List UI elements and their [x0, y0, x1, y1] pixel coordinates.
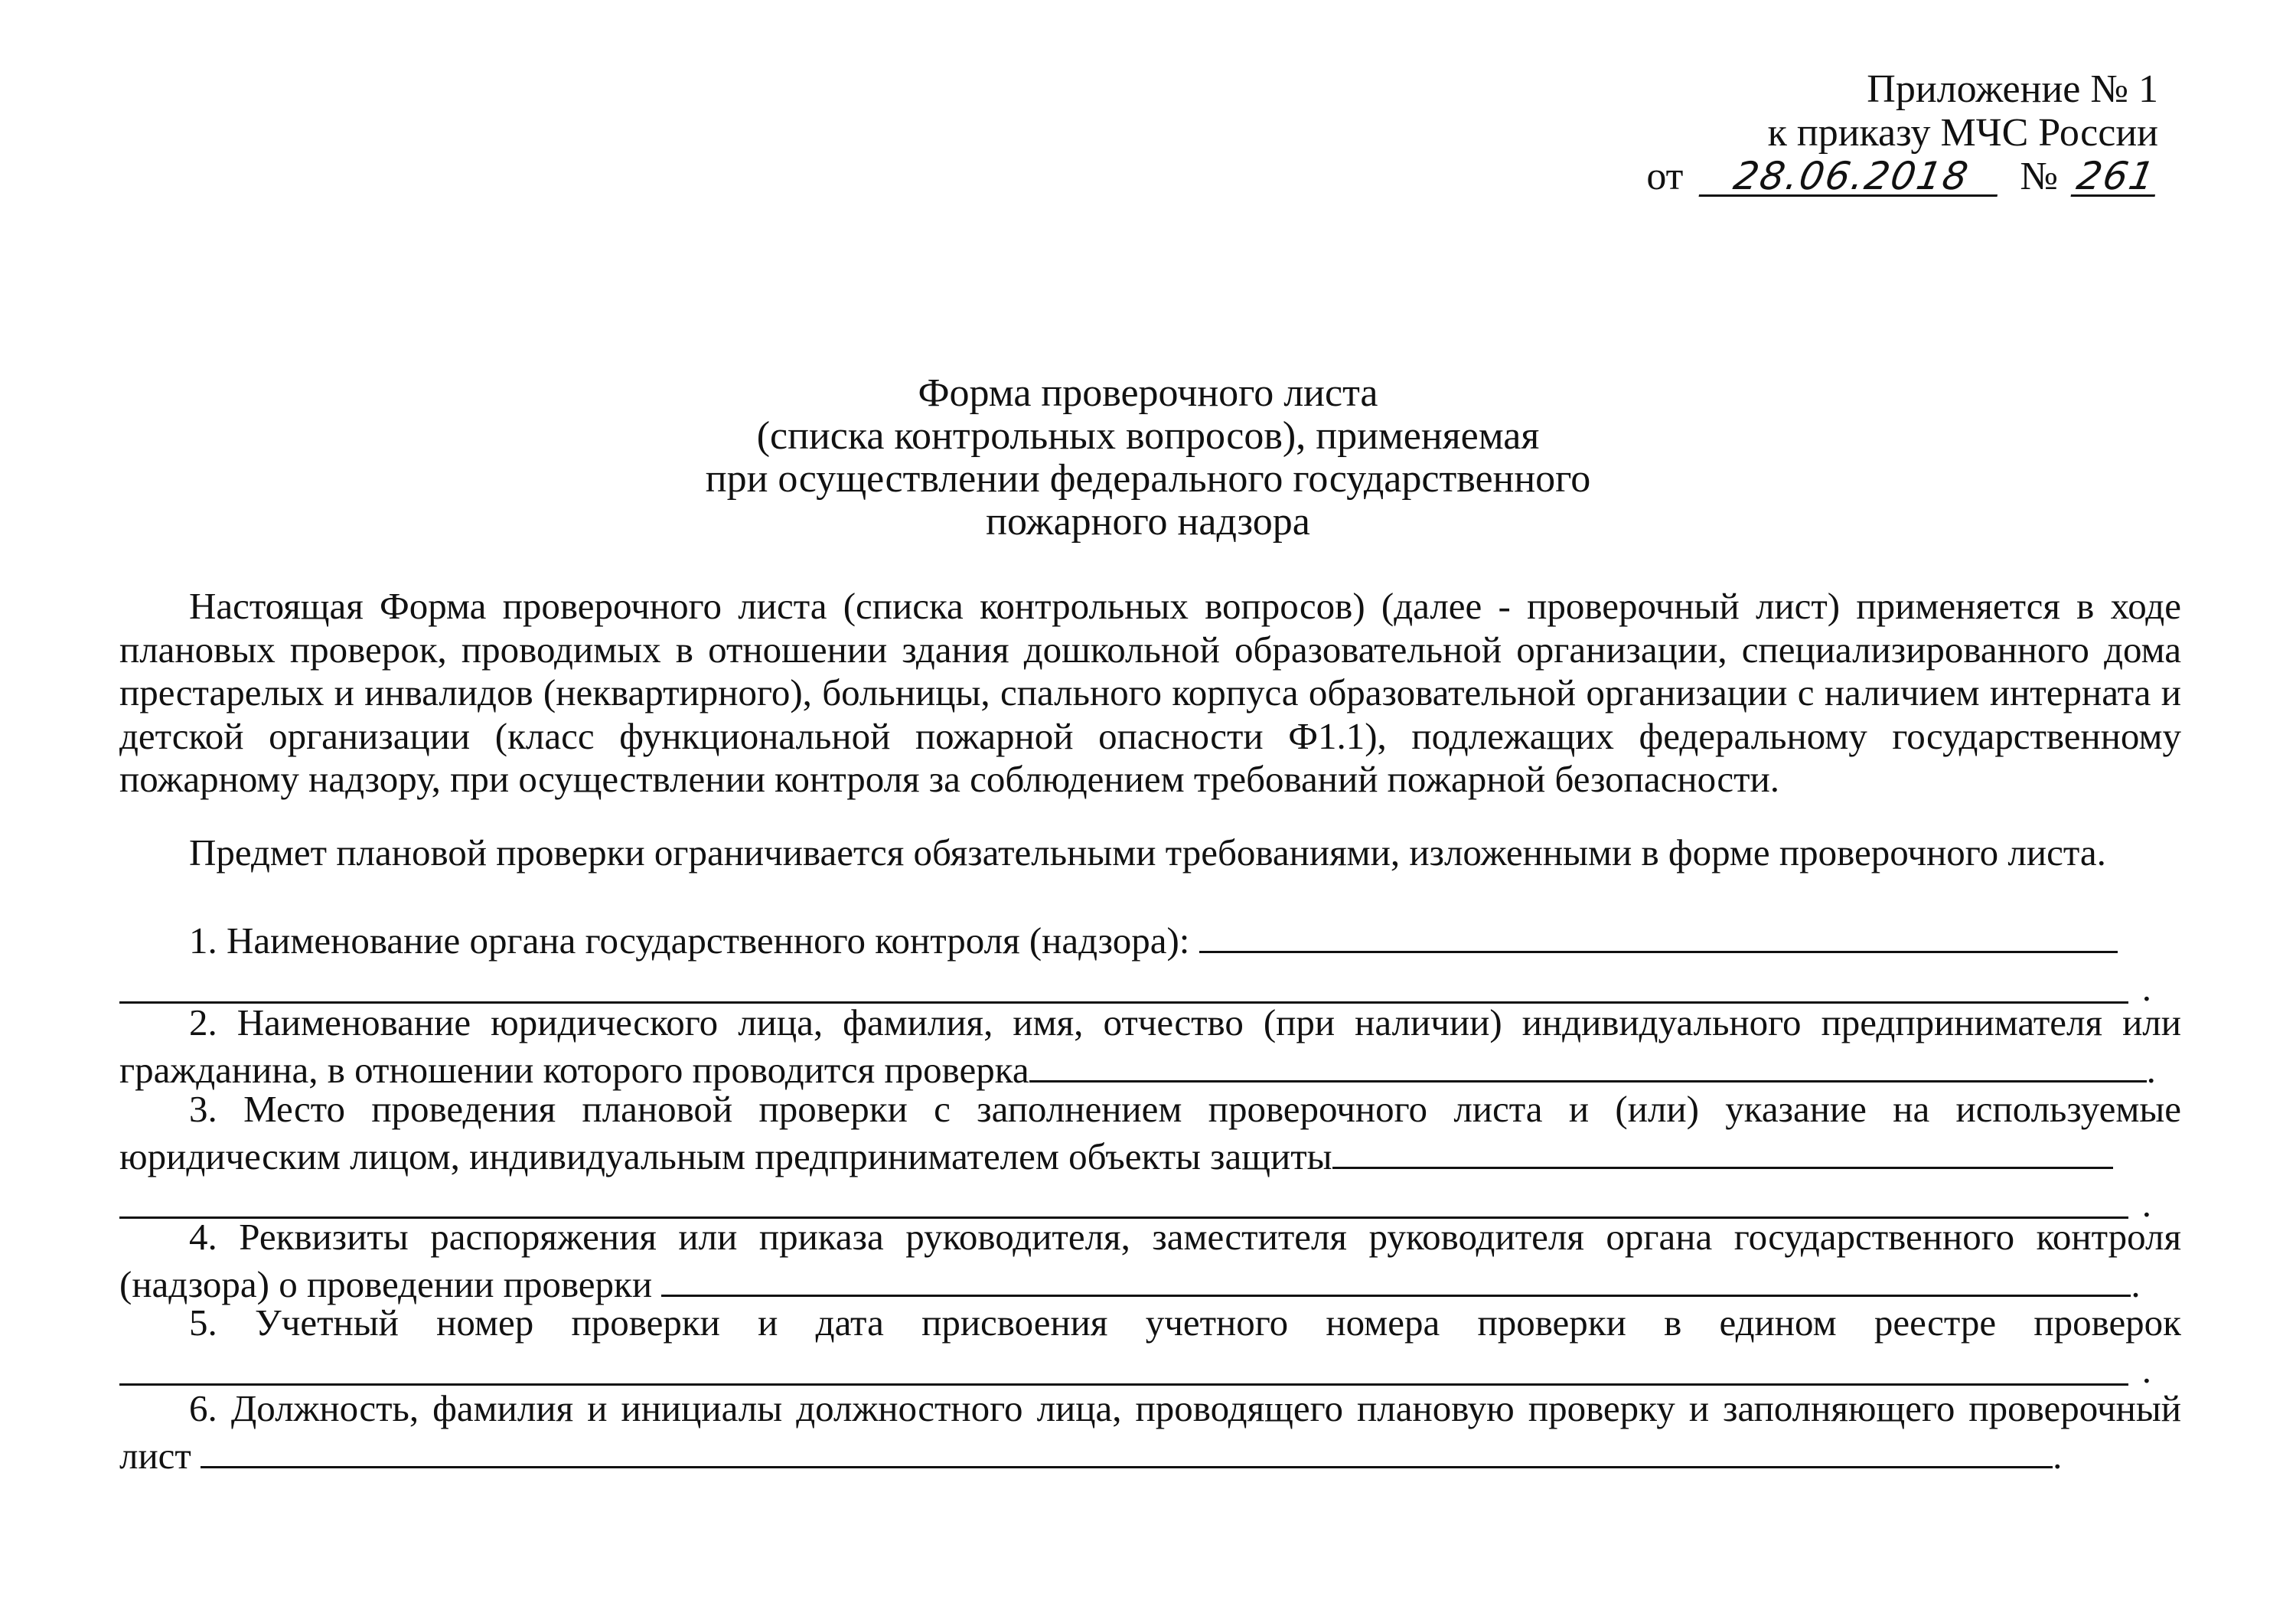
form-item-2	[119, 1001, 2181, 1092]
appendix-number: Приложение № 1	[1867, 67, 2158, 111]
from-label: от	[1646, 155, 1684, 198]
form-item-3	[119, 1088, 2181, 1219]
fill-line[interactable]	[119, 1345, 2128, 1386]
handwritten-number: 261	[2071, 158, 2162, 197]
form-item-5	[119, 1301, 2181, 1386]
intro-section	[119, 585, 2181, 802]
form-item-4	[119, 1216, 2181, 1306]
fill-line[interactable]	[119, 963, 2128, 1004]
fill-line[interactable]	[1332, 1132, 2113, 1169]
title-line: Форма проверочного листа	[918, 371, 1378, 415]
form-item-1	[119, 916, 2181, 1004]
title-line: пожарного надзора	[986, 500, 1310, 544]
document-title	[0, 372, 2296, 544]
period: .	[2146, 1048, 2156, 1091]
fill-line[interactable]	[1199, 916, 2118, 953]
fill-line[interactable]	[201, 1431, 2053, 1468]
subject-paragraph: Предмет плановой проверки ограничивается обязательными требованиями, изложенными в форме проверочного листа.	[189, 831, 2106, 874]
form-item-6	[119, 1387, 2181, 1478]
subject-section	[119, 831, 2181, 875]
fill-line[interactable]	[119, 1178, 2128, 1219]
period: .	[2131, 1262, 2141, 1305]
period: .	[2053, 1434, 2063, 1477]
number-label: №	[2020, 155, 2058, 198]
handwritten-date: 28.06.2018	[1699, 158, 2004, 197]
item-label: 6. Должность, фамилия и инициалы должностного лица, проводящего плановую проверку и заполняющего проверочный лист	[119, 1387, 2181, 1477]
appendix-header	[1646, 67, 2158, 198]
title-line: (списка контрольных вопросов), применяемая	[756, 414, 1540, 458]
item-label: 5. Учетный номер проверки и дата присвоения учетного номера проверки в едином реестре проверок	[189, 1301, 2181, 1344]
item-label: 3. Место проведения плановой проверки с заполнением проверочного листа и (или) указание на используемые юридическим лицом, индивидуальным предпринимателем объекты защиты	[119, 1088, 2181, 1177]
intro-paragraph: Настоящая Форма проверочного листа (списка контрольных вопросов) (далее - проверочный лист) применяется в ходе плановых проверок, проводимых в отношении здания дошкольной образовательной организации, специализированного дома престарелых и инвалидов (неквартирного), больницы, спального корпуса образовательной организации с наличием интерната и детской организации (класс функциональной пожарной опасности Ф1.1), подлежащих федеральному государственному пожарному надзору, при осуществлении контроля за соблюдением требований пожарной безопасности.	[119, 585, 2181, 800]
item-label: 2. Наименование юридического лица, фамилия, имя, отчество (при наличии) индивидуального предпринимателя или гражданина, в отношении которого проводится проверка	[119, 1001, 2181, 1091]
fill-line[interactable]	[661, 1259, 2131, 1297]
title-line: при осуществлении федерального государственного	[705, 457, 1591, 501]
item-label: 1. Наименование органа государственного контроля (надзора):	[189, 919, 1199, 962]
order-date-line	[1646, 155, 2158, 198]
order-reference: к приказу МЧС России	[1767, 111, 2158, 155]
item-label: 4. Реквизиты распоряжения или приказа руководителя, заместителя руководителя органа государственного контроля (надзора) о проведении проверки	[119, 1216, 2181, 1305]
fill-line[interactable]	[1029, 1045, 2147, 1083]
